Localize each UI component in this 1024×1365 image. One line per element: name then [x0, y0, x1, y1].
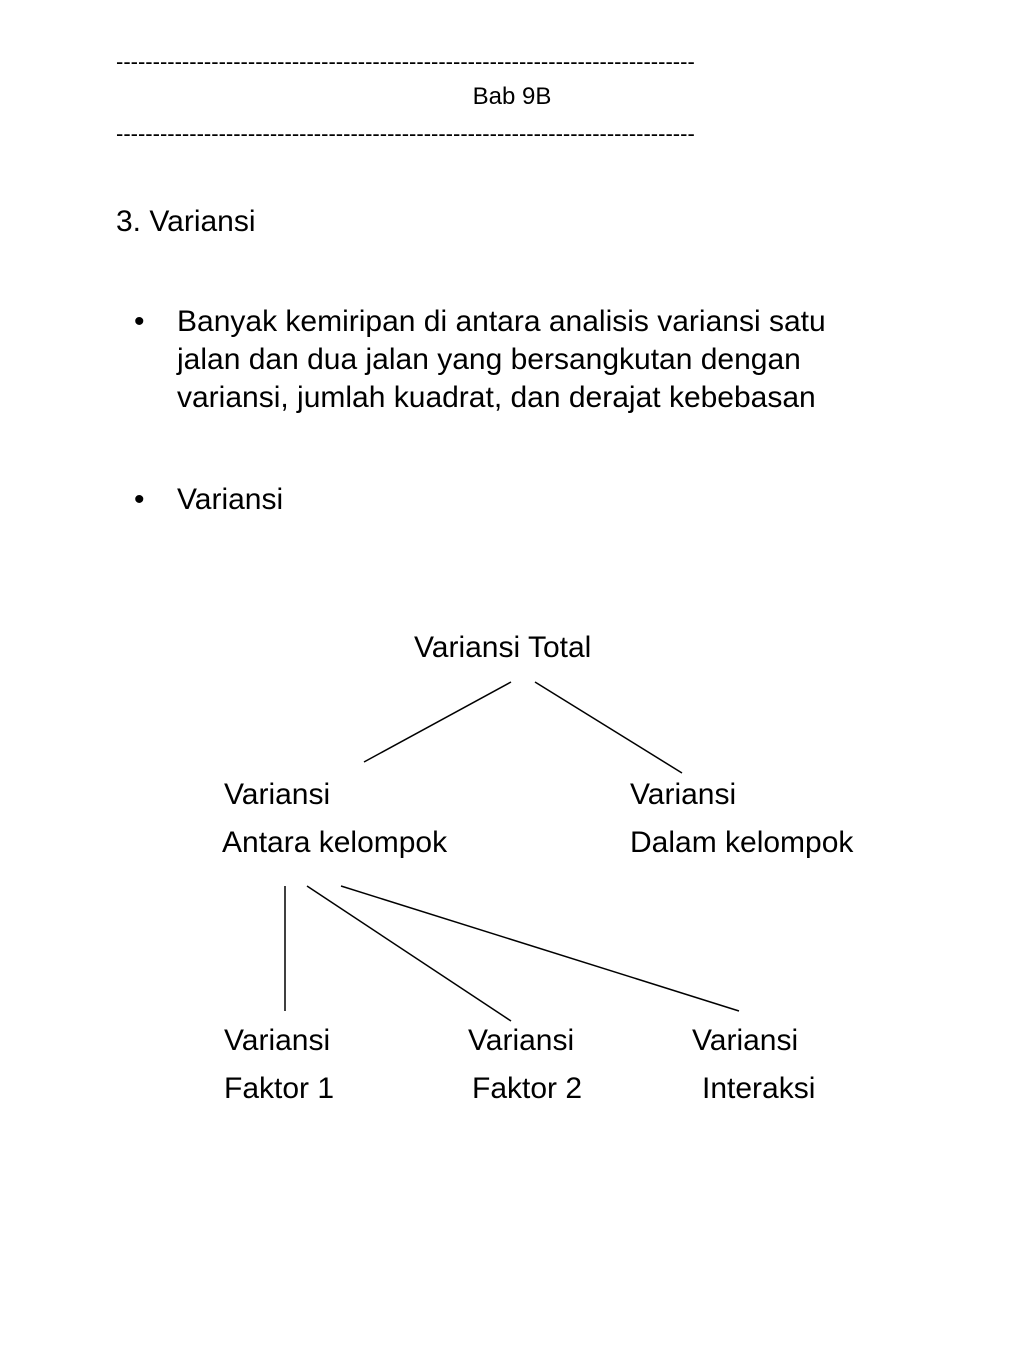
node-variansi-total: [414, 624, 591, 672]
connector-between-factor2: [307, 886, 511, 1021]
node-label: Dalam kelompok: [630, 826, 854, 859]
bullet-line: variansi, jumlah kuadrat, dan derajat kebebasan: [177, 381, 816, 414]
node-label: Variansi Total: [414, 631, 592, 664]
header-rule-top: -------------------------------------------------------------------------------: [116, 49, 695, 74]
node-variansi-interaksi: [692, 1017, 815, 1113]
node-variansi-faktor-1: [224, 1017, 334, 1113]
node-label: Faktor 2: [472, 1072, 583, 1105]
node-variansi-dalam-kelompok: [630, 771, 853, 867]
section-heading: 3. Variansi: [116, 205, 256, 238]
node-label: Variansi: [224, 778, 331, 811]
node-label: Variansi: [692, 1024, 799, 1057]
node-label: Faktor 1: [224, 1072, 335, 1105]
connector-root-between: [364, 682, 511, 762]
node-label: Variansi: [630, 778, 737, 811]
node-label: Variansi: [224, 1024, 331, 1057]
connector-root-within: [535, 682, 682, 773]
bullet-line: Variansi: [177, 483, 284, 516]
bullet-marker: •: [134, 305, 145, 338]
node-variansi-antara-kelompok: [224, 771, 447, 867]
bullet-marker: •: [134, 483, 145, 516]
node-label: Variansi: [468, 1024, 575, 1057]
header-rule-bottom: -------------------------------------------------------------------------------: [116, 121, 695, 146]
bullet-line: Banyak kemiripan di antara analisis variansi satu: [177, 305, 826, 338]
node-label: Antara kelompok: [222, 826, 448, 859]
chapter-title: Bab 9B: [472, 83, 552, 110]
node-variansi-faktor-2: [468, 1017, 582, 1113]
bullet-line: jalan dan dua jalan yang bersangkutan dengan: [177, 343, 801, 376]
node-label: Interaksi: [702, 1072, 816, 1105]
